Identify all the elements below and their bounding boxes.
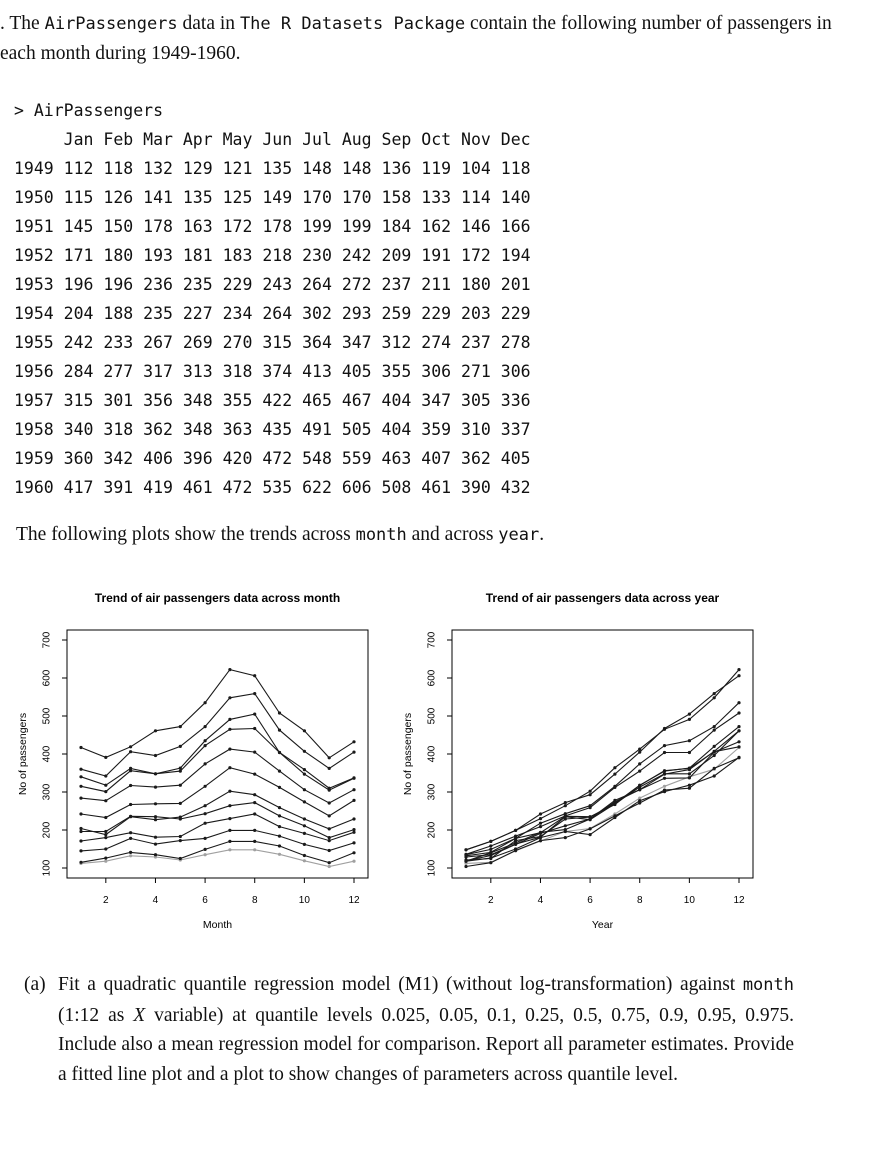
- data-point: [713, 754, 716, 757]
- table-row: 1956 284 277 317 313 318 374 413 405 355 306 271 306: [14, 362, 531, 381]
- data-point: [204, 739, 207, 742]
- trend-sentence: [16, 520, 544, 550]
- data-point: [713, 774, 716, 777]
- data-point: [638, 801, 641, 804]
- data-point: [129, 767, 132, 770]
- data-point: [129, 854, 132, 857]
- data-point: [564, 836, 567, 839]
- x-tick-label: 8: [251, 895, 258, 906]
- data-point: [179, 816, 182, 819]
- data-point: [228, 848, 231, 851]
- data-point: [663, 785, 666, 788]
- year-trend-chart: [385, 580, 805, 940]
- data-point: [79, 830, 82, 833]
- r-console-output: [14, 96, 531, 502]
- data-point: [564, 824, 567, 827]
- data-point: [79, 768, 82, 771]
- data-point: [104, 756, 107, 759]
- data-point: [352, 860, 355, 863]
- trend-text-2: and across: [406, 524, 499, 545]
- x-tick-label: 8: [636, 895, 643, 906]
- data-point: [79, 746, 82, 749]
- data-point: [253, 773, 256, 776]
- data-point: [179, 784, 182, 787]
- data-point: [514, 841, 517, 844]
- table-row: 1953 196 196 236 235 229 243 264 272 237 211 180 201: [14, 275, 531, 294]
- data-point: [154, 836, 157, 839]
- trend-text-3: .: [539, 524, 545, 545]
- series-line: [466, 713, 739, 854]
- data-point: [154, 818, 157, 821]
- data-point: [663, 789, 666, 792]
- data-point: [104, 784, 107, 787]
- data-point: [179, 857, 182, 860]
- y-tick-label: 200: [426, 821, 438, 839]
- data-point: [589, 806, 592, 809]
- data-point: [79, 839, 82, 842]
- data-point: [352, 751, 355, 754]
- data-point: [564, 817, 567, 820]
- data-point: [278, 835, 281, 838]
- data-point: [154, 786, 157, 789]
- y-axis-label: No of passengers: [17, 712, 29, 796]
- data-point: [688, 768, 691, 771]
- data-point: [253, 751, 256, 754]
- data-point: [79, 785, 82, 788]
- data-point: [663, 751, 666, 754]
- intro-paragraph: [0, 9, 850, 69]
- series-line: [466, 731, 739, 857]
- data-point: [352, 817, 355, 820]
- intro-text-1: The: [4, 13, 45, 34]
- data-point: [688, 784, 691, 787]
- data-point: [328, 756, 331, 759]
- question-text-1: Fit a quadratic quantile regression model (M1) (without log-transformation) against: [58, 974, 743, 995]
- data-point: [79, 849, 82, 852]
- dataset-name: AirPassengers: [44, 14, 178, 34]
- data-point: [253, 829, 256, 832]
- data-point: [278, 711, 281, 714]
- data-point: [204, 812, 207, 815]
- data-point: [204, 822, 207, 825]
- data-point: [328, 865, 331, 868]
- data-point: [489, 857, 492, 860]
- data-point: [278, 825, 281, 828]
- data-point: [352, 851, 355, 854]
- data-point: [154, 843, 157, 846]
- data-point: [154, 772, 157, 775]
- table-row: 1952 171 180 193 181 183 218 230 242 209 191 172 194: [14, 246, 531, 265]
- x-tick-label: 6: [202, 895, 208, 906]
- data-point: [539, 831, 542, 834]
- data-point: [589, 827, 592, 830]
- data-point: [253, 840, 256, 843]
- data-point: [228, 728, 231, 731]
- y-tick-label: 500: [426, 707, 438, 725]
- data-point: [104, 816, 107, 819]
- data-point: [179, 770, 182, 773]
- y-tick-label: 300: [426, 783, 438, 801]
- data-point: [278, 786, 281, 789]
- data-point: [328, 767, 331, 770]
- data-point: [638, 762, 641, 765]
- plot-frame: [67, 630, 368, 878]
- x-tick-label: 12: [733, 895, 745, 906]
- data-point: [228, 748, 231, 751]
- data-point: [129, 851, 132, 854]
- data-point: [303, 788, 306, 791]
- data-point: [129, 837, 132, 840]
- trend-text-1: The following plots show the trends across: [16, 524, 356, 545]
- x-tick-label: 12: [348, 895, 360, 906]
- data-point: [204, 762, 207, 765]
- data-point: [104, 836, 107, 839]
- data-point: [713, 725, 716, 728]
- question-body: [58, 970, 794, 1089]
- data-point: [539, 835, 542, 838]
- data-point: [129, 831, 132, 834]
- intro-text-3: contain the following number of passengers in each month during 1949-1960.: [0, 13, 832, 64]
- console-prompt: > AirPassengers: [14, 101, 164, 120]
- data-point: [278, 853, 281, 856]
- x-axis-label: Year: [591, 919, 614, 931]
- data-point: [638, 751, 641, 754]
- data-point: [303, 750, 306, 753]
- data-point: [688, 751, 691, 754]
- data-point: [228, 696, 231, 699]
- data-point: [638, 788, 641, 791]
- data-point: [638, 748, 641, 751]
- data-point: [179, 839, 182, 842]
- data-point: [737, 701, 740, 704]
- question-text-3: variable) at quantile levels 0.025, 0.05, 0.1, 0.25, 0.5, 0.75, 0.9, 0.95, 0.975. Include also a mean regression model for comparison. Report all parameter estimates. Provide a fitted line plot and a plot to show changes of parameters across quantile level.: [58, 1004, 794, 1085]
- question-month-code: month: [742, 975, 794, 995]
- data-point: [303, 859, 306, 862]
- x-tick-label: 6: [587, 895, 593, 906]
- data-point: [79, 797, 82, 800]
- data-point: [589, 790, 592, 793]
- data-point: [638, 770, 641, 773]
- data-point: [204, 837, 207, 840]
- data-point: [253, 692, 256, 695]
- data-point: [228, 817, 231, 820]
- data-point: [104, 799, 107, 802]
- data-point: [228, 829, 231, 832]
- y-tick-label: 100: [41, 859, 53, 877]
- plot-frame: [452, 630, 753, 878]
- data-point: [539, 825, 542, 828]
- series-line: [81, 814, 354, 841]
- package-name: The R Datasets Package: [239, 14, 466, 34]
- data-point: [154, 729, 157, 732]
- question-label: (a): [24, 974, 46, 995]
- month-trend-chart: [0, 580, 435, 940]
- x-tick-label: 10: [298, 895, 310, 906]
- question-text-2: (1:12 as: [58, 1004, 134, 1026]
- data-point: [613, 814, 616, 817]
- data-point: [79, 827, 82, 830]
- data-point: [352, 740, 355, 743]
- series-line: [81, 694, 354, 776]
- data-point: [564, 804, 567, 807]
- data-point: [514, 835, 517, 838]
- x-tick-label: 4: [537, 895, 544, 906]
- series-line: [81, 670, 354, 758]
- data-point: [613, 766, 616, 769]
- data-point: [154, 815, 157, 818]
- data-point: [489, 840, 492, 843]
- data-point: [179, 745, 182, 748]
- data-point: [129, 745, 132, 748]
- data-point: [328, 814, 331, 817]
- data-point: [539, 812, 542, 815]
- data-point: [737, 756, 740, 759]
- data-point: [179, 767, 182, 770]
- data-point: [104, 830, 107, 833]
- data-point: [179, 835, 182, 838]
- data-point: [104, 833, 107, 836]
- data-point: [154, 802, 157, 805]
- data-point: [104, 790, 107, 793]
- data-point: [79, 812, 82, 815]
- data-point: [204, 853, 207, 856]
- data-point: [303, 817, 306, 820]
- data-point: [303, 832, 306, 835]
- data-point: [204, 744, 207, 747]
- data-point: [489, 844, 492, 847]
- data-point: [179, 725, 182, 728]
- data-point: [328, 836, 331, 839]
- data-point: [688, 776, 691, 779]
- data-point: [278, 814, 281, 817]
- data-point: [228, 804, 231, 807]
- x-tick-label: 4: [152, 895, 159, 906]
- data-point: [204, 701, 207, 704]
- data-point: [303, 800, 306, 803]
- data-point: [352, 799, 355, 802]
- table-header: Jan Feb Mar Apr May Jun Jul Aug Sep Oct Nov Dec: [14, 130, 531, 149]
- data-point: [228, 718, 231, 721]
- data-point: [154, 853, 157, 856]
- data-point: [328, 827, 331, 830]
- data-point: [352, 776, 355, 779]
- data-point: [303, 824, 306, 827]
- data-point: [278, 729, 281, 732]
- data-point: [104, 847, 107, 850]
- data-point: [352, 828, 355, 831]
- data-point: [539, 839, 542, 842]
- data-point: [253, 801, 256, 804]
- question-a: [24, 970, 794, 1089]
- data-point: [104, 860, 107, 863]
- data-point: [278, 770, 281, 773]
- y-tick-label: 500: [41, 707, 53, 725]
- data-point: [539, 822, 542, 825]
- y-tick-label: 200: [41, 821, 53, 839]
- data-point: [663, 770, 666, 773]
- chart-title: Trend of air passengers data across year: [485, 591, 720, 605]
- data-point: [713, 696, 716, 699]
- data-point: [688, 739, 691, 742]
- y-tick-label: 400: [41, 745, 53, 763]
- data-point: [328, 801, 331, 804]
- data-point: [253, 727, 256, 730]
- data-point: [737, 740, 740, 743]
- data-point: [278, 751, 281, 754]
- data-point: [253, 674, 256, 677]
- x-tick-label: 2: [103, 895, 109, 906]
- data-point: [688, 787, 691, 790]
- data-point: [328, 787, 331, 790]
- data-point: [663, 777, 666, 780]
- data-point: [737, 668, 740, 671]
- data-point: [489, 848, 492, 851]
- data-point: [204, 725, 207, 728]
- intro-text-2: data in: [177, 13, 240, 34]
- data-point: [204, 848, 207, 851]
- table-row: 1949 112 118 132 129 121 135 148 148 136 119 104 118: [14, 159, 531, 178]
- data-point: [564, 814, 567, 817]
- data-point: [104, 774, 107, 777]
- data-point: [464, 860, 467, 863]
- data-point: [613, 799, 616, 802]
- y-tick-label: 100: [426, 859, 438, 877]
- y-tick-label: 700: [426, 631, 438, 649]
- y-tick-label: 400: [426, 745, 438, 763]
- data-point: [737, 725, 740, 728]
- data-point: [688, 713, 691, 716]
- data-point: [564, 801, 567, 804]
- data-point: [129, 803, 132, 806]
- x-tick-label: 2: [488, 895, 494, 906]
- data-point: [489, 851, 492, 854]
- data-point: [737, 674, 740, 677]
- x-axis-label: Month: [202, 919, 233, 931]
- data-point: [737, 745, 740, 748]
- data-point: [688, 718, 691, 721]
- bullet: .: [0, 13, 5, 34]
- data-point: [253, 848, 256, 851]
- chart-title: Trend of air passengers data across month: [94, 591, 341, 605]
- data-point: [613, 786, 616, 789]
- data-point: [663, 744, 666, 747]
- data-point: [589, 817, 592, 820]
- data-point: [613, 773, 616, 776]
- data-point: [228, 840, 231, 843]
- y-tick-label: 300: [41, 783, 53, 801]
- data-point: [179, 802, 182, 805]
- data-point: [278, 844, 281, 847]
- table-row: 1958 340 318 362 348 363 435 491 505 404 359 310 337: [14, 420, 531, 439]
- series-line: [81, 830, 354, 851]
- data-point: [464, 848, 467, 851]
- data-point: [713, 692, 716, 695]
- data-point: [303, 729, 306, 732]
- data-point: [514, 849, 517, 852]
- table-row: 1951 145 150 178 163 172 178 199 199 184 162 146 166: [14, 217, 531, 236]
- data-point: [129, 750, 132, 753]
- data-point: [253, 713, 256, 716]
- data-point: [489, 861, 492, 864]
- x-tick-label: 10: [683, 895, 695, 906]
- data-point: [204, 785, 207, 788]
- data-point: [228, 668, 231, 671]
- data-point: [228, 766, 231, 769]
- data-point: [204, 804, 207, 807]
- data-point: [464, 865, 467, 868]
- data-point: [638, 784, 641, 787]
- data-point: [663, 727, 666, 730]
- data-point: [539, 817, 542, 820]
- data-point: [79, 861, 82, 864]
- data-point: [129, 784, 132, 787]
- trend-month-code: month: [355, 525, 407, 545]
- table-row: 1955 242 233 267 269 270 315 364 347 312 274 237 278: [14, 333, 531, 352]
- data-point: [713, 729, 716, 732]
- data-point: [737, 729, 740, 732]
- y-tick-label: 600: [426, 669, 438, 687]
- question-x-variable: X: [133, 1004, 146, 1026]
- data-point: [713, 745, 716, 748]
- series-line: [81, 803, 354, 838]
- data-point: [104, 857, 107, 860]
- table-row: 1960 417 391 419 461 472 535 622 606 508 461 390 432: [14, 478, 531, 497]
- data-point: [328, 849, 331, 852]
- data-point: [79, 775, 82, 778]
- data-point: [713, 767, 716, 770]
- data-point: [464, 853, 467, 856]
- data-point: [303, 843, 306, 846]
- table-row: 1954 204 188 235 227 234 264 302 293 259 229 203 229: [14, 304, 531, 323]
- data-point: [564, 828, 567, 831]
- data-point: [328, 861, 331, 864]
- data-point: [713, 751, 716, 754]
- data-point: [688, 772, 691, 775]
- data-point: [228, 790, 231, 793]
- y-tick-label: 700: [41, 631, 53, 649]
- data-point: [253, 812, 256, 815]
- trend-year-code: year: [498, 525, 540, 545]
- series-line: [81, 791, 354, 834]
- table-row: 1950 115 126 141 135 125 149 170 170 158 133 114 140: [14, 188, 531, 207]
- data-point: [253, 793, 256, 796]
- data-point: [303, 854, 306, 857]
- data-point: [352, 841, 355, 844]
- data-point: [514, 829, 517, 832]
- data-point: [589, 833, 592, 836]
- data-point: [328, 839, 331, 842]
- data-point: [737, 711, 740, 714]
- data-point: [352, 788, 355, 791]
- table-row: 1957 315 301 356 348 355 422 465 467 404 347 305 336: [14, 391, 531, 410]
- y-axis-label: No of passengers: [402, 712, 414, 796]
- y-tick-label: 600: [41, 669, 53, 687]
- table-row: 1959 360 342 406 396 420 472 548 559 463 407 362 405: [14, 449, 531, 468]
- data-point: [589, 793, 592, 796]
- data-point: [303, 768, 306, 771]
- data-point: [303, 773, 306, 776]
- data-point: [663, 773, 666, 776]
- data-point: [154, 754, 157, 757]
- data-point: [129, 815, 132, 818]
- data-point: [278, 806, 281, 809]
